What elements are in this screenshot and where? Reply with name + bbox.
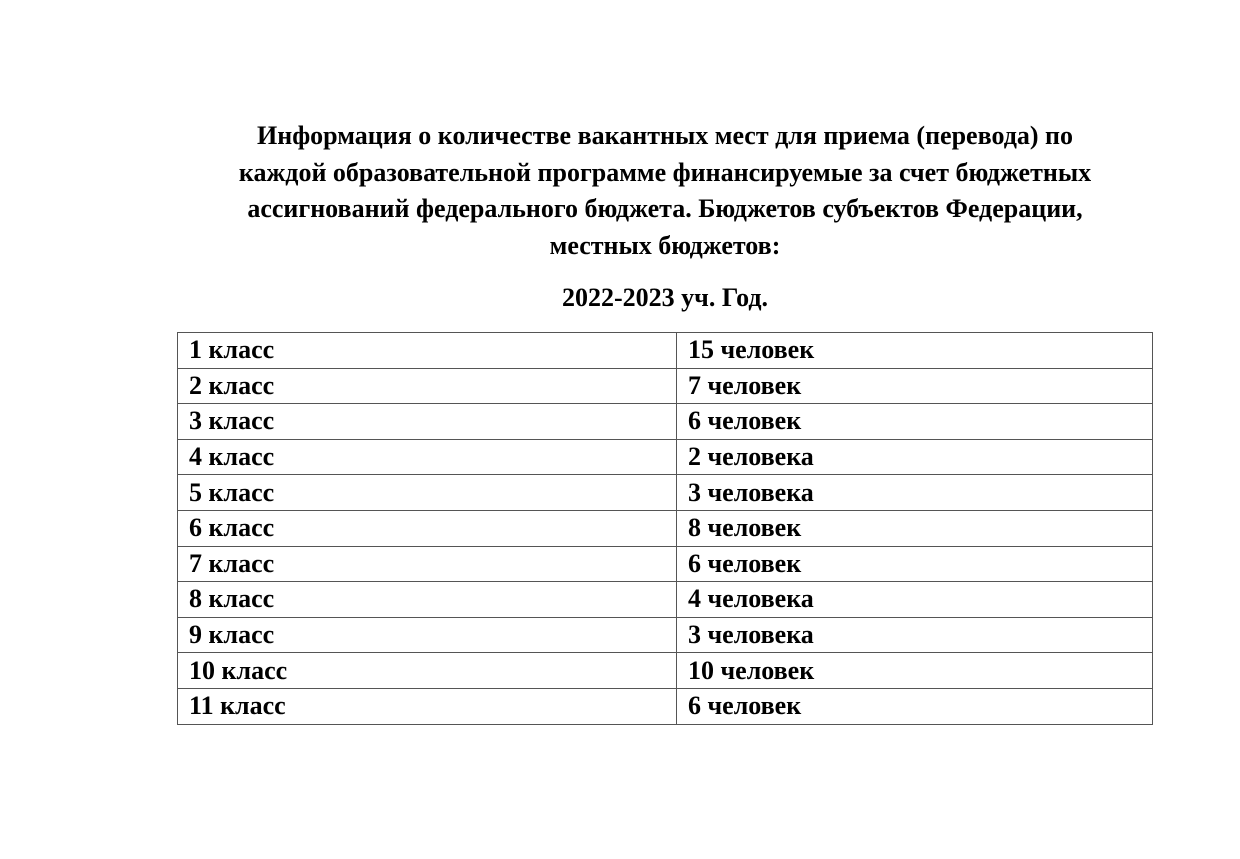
class-cell: 10 класс: [178, 653, 677, 689]
vacancies-table: [177, 332, 1153, 725]
vacancy-count-cell: 7 человек: [677, 368, 1153, 404]
class-cell: 9 класс: [178, 617, 677, 653]
class-cell: 11 класс: [178, 688, 677, 724]
table-row: [178, 617, 1153, 653]
class-cell: 7 класс: [178, 546, 677, 582]
class-cell: 5 класс: [178, 475, 677, 511]
heading-line-4: местных бюджетов:: [549, 230, 781, 260]
heading-line-1: Информация о количестве вакантных мест для приема (перевода) по: [256, 121, 1074, 150]
class-cell: 8 класс: [178, 582, 677, 618]
vacancy-count-cell: 10 человек: [677, 653, 1153, 689]
vacancy-count-cell: 6 человек: [677, 546, 1153, 582]
table-row: [178, 582, 1153, 618]
vacancy-count-cell: 15 человек: [677, 333, 1153, 369]
class-cell: 2 класс: [178, 368, 677, 404]
table-row: [178, 439, 1153, 475]
vacancy-count-cell: 3 человека: [677, 475, 1153, 511]
class-cell: 1 класс: [178, 333, 677, 369]
table-row: [178, 475, 1153, 511]
class-cell: 4 класс: [178, 439, 677, 475]
vacancy-count-cell: 3 человека: [677, 617, 1153, 653]
heading-line-3: ассигнований федерального бюджета. Бюджетов субъектов Федерации,: [247, 194, 1083, 223]
table-row: [178, 404, 1153, 440]
academic-year: 2022-2023 уч. Год.: [562, 283, 768, 312]
table-row: [178, 333, 1153, 369]
table-row: [178, 546, 1153, 582]
document-heading: [170, 118, 1160, 264]
table-row: [178, 688, 1153, 724]
table-row: [178, 368, 1153, 404]
heading-line-2: каждой образовательной программе финансируемые за счет бюджетных: [238, 157, 1092, 187]
table-row: [178, 653, 1153, 689]
vacancy-count-cell: 6 человек: [677, 404, 1153, 440]
vacancy-count-cell: 2 человека: [677, 439, 1153, 475]
class-cell: 3 класс: [178, 404, 677, 440]
table-row: [178, 510, 1153, 546]
vacancy-count-cell: 4 человека: [677, 582, 1153, 618]
vacancy-count-cell: 6 человек: [677, 688, 1153, 724]
class-cell: 6 класс: [178, 510, 677, 546]
vacancy-count-cell: 8 человек: [677, 510, 1153, 546]
